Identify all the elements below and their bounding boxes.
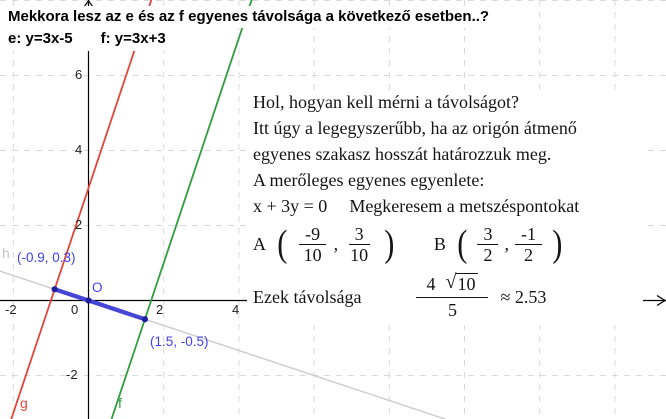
solution-line-3: egyenes szakasz hosszát határozzuk meg. — [247, 142, 643, 168]
approx-value: ≈ 2.53 — [500, 286, 547, 307]
point-A-x-fraction: $\frac{-9}{10}$ — [298, 224, 328, 265]
solution-line-1: Hol, hogyan kell mérni a távolságot? — [247, 90, 643, 116]
x-axis-tick-label: 4 — [232, 302, 240, 317]
left-paren: ( — [457, 223, 468, 266]
equation-f: f: y=3x+3 — [100, 30, 166, 47]
point-A-formula — [253, 224, 398, 265]
x-axis-tick-label: -2 — [5, 302, 17, 317]
y-axis-tick-label: 6 — [75, 67, 83, 82]
y-axis-tick-label: 4 — [75, 142, 83, 157]
radicand: 10 — [456, 273, 478, 295]
right-paren: ) — [384, 223, 395, 266]
line-label[interactable]: f — [118, 395, 122, 411]
distance-label: Ezek távolsága — [253, 286, 362, 307]
comma: , — [333, 234, 339, 254]
radical-sign: √ — [445, 271, 457, 293]
distance-numerator — [416, 273, 488, 298]
intersection-points-row — [247, 220, 643, 269]
page-title: Mekkora lesz az e és az f egyenes távolsága a következő esetben..? — [0, 6, 497, 28]
point-B-name: B — [433, 234, 446, 254]
distance-coefficient: 4 — [426, 274, 436, 294]
find-intersections-text: Megkeresem a metszéspontokat — [349, 196, 580, 216]
solution-text-block — [247, 90, 643, 325]
point-label[interactable]: (1.5, -0.5) — [150, 334, 209, 349]
solution-line-4: A merőleges egyenes egyenlete: — [247, 168, 643, 194]
point-B-x-fraction: $\frac{3}{2}$ — [477, 224, 498, 265]
point-B-y-fraction: $\frac{-1}{2}$ — [515, 224, 542, 265]
x-axis-tick-label: 2 — [156, 302, 164, 317]
given-equations — [0, 28, 174, 51]
square-root — [445, 273, 478, 295]
point[interactable] — [85, 297, 91, 303]
perpendicular-equation-row — [247, 194, 643, 220]
distance-fraction — [416, 273, 488, 321]
point[interactable] — [52, 286, 58, 292]
point-label[interactable]: O — [92, 280, 103, 295]
right-paren: ) — [552, 223, 563, 266]
comma: , — [504, 234, 509, 254]
solution-line-2: Itt úgy a legegyszerűbb, ha az origón átmenő — [247, 116, 643, 142]
point-label[interactable]: (-0.9, 0.3) — [17, 250, 76, 265]
perpendicular-equation: x + 3y = 0 — [253, 196, 328, 216]
distance-result-row — [247, 269, 643, 325]
line-label[interactable]: g — [20, 395, 28, 411]
distance-denominator: 5 — [447, 300, 457, 320]
point-A-name: A — [253, 234, 266, 254]
line-label[interactable]: h — [2, 245, 10, 261]
point[interactable] — [142, 316, 148, 322]
y-axis-tick-label: 2 — [75, 217, 83, 232]
point-A-y-fraction: $\frac{3}{10}$ — [350, 224, 369, 265]
point-B-formula — [434, 224, 566, 265]
equation-e: e: y=3x-5 — [8, 30, 73, 47]
left-paren: ( — [277, 223, 288, 266]
x-axis-tick-label: 0 — [71, 302, 79, 317]
y-axis-tick-label: -2 — [66, 367, 78, 382]
title-block — [0, 6, 497, 51]
